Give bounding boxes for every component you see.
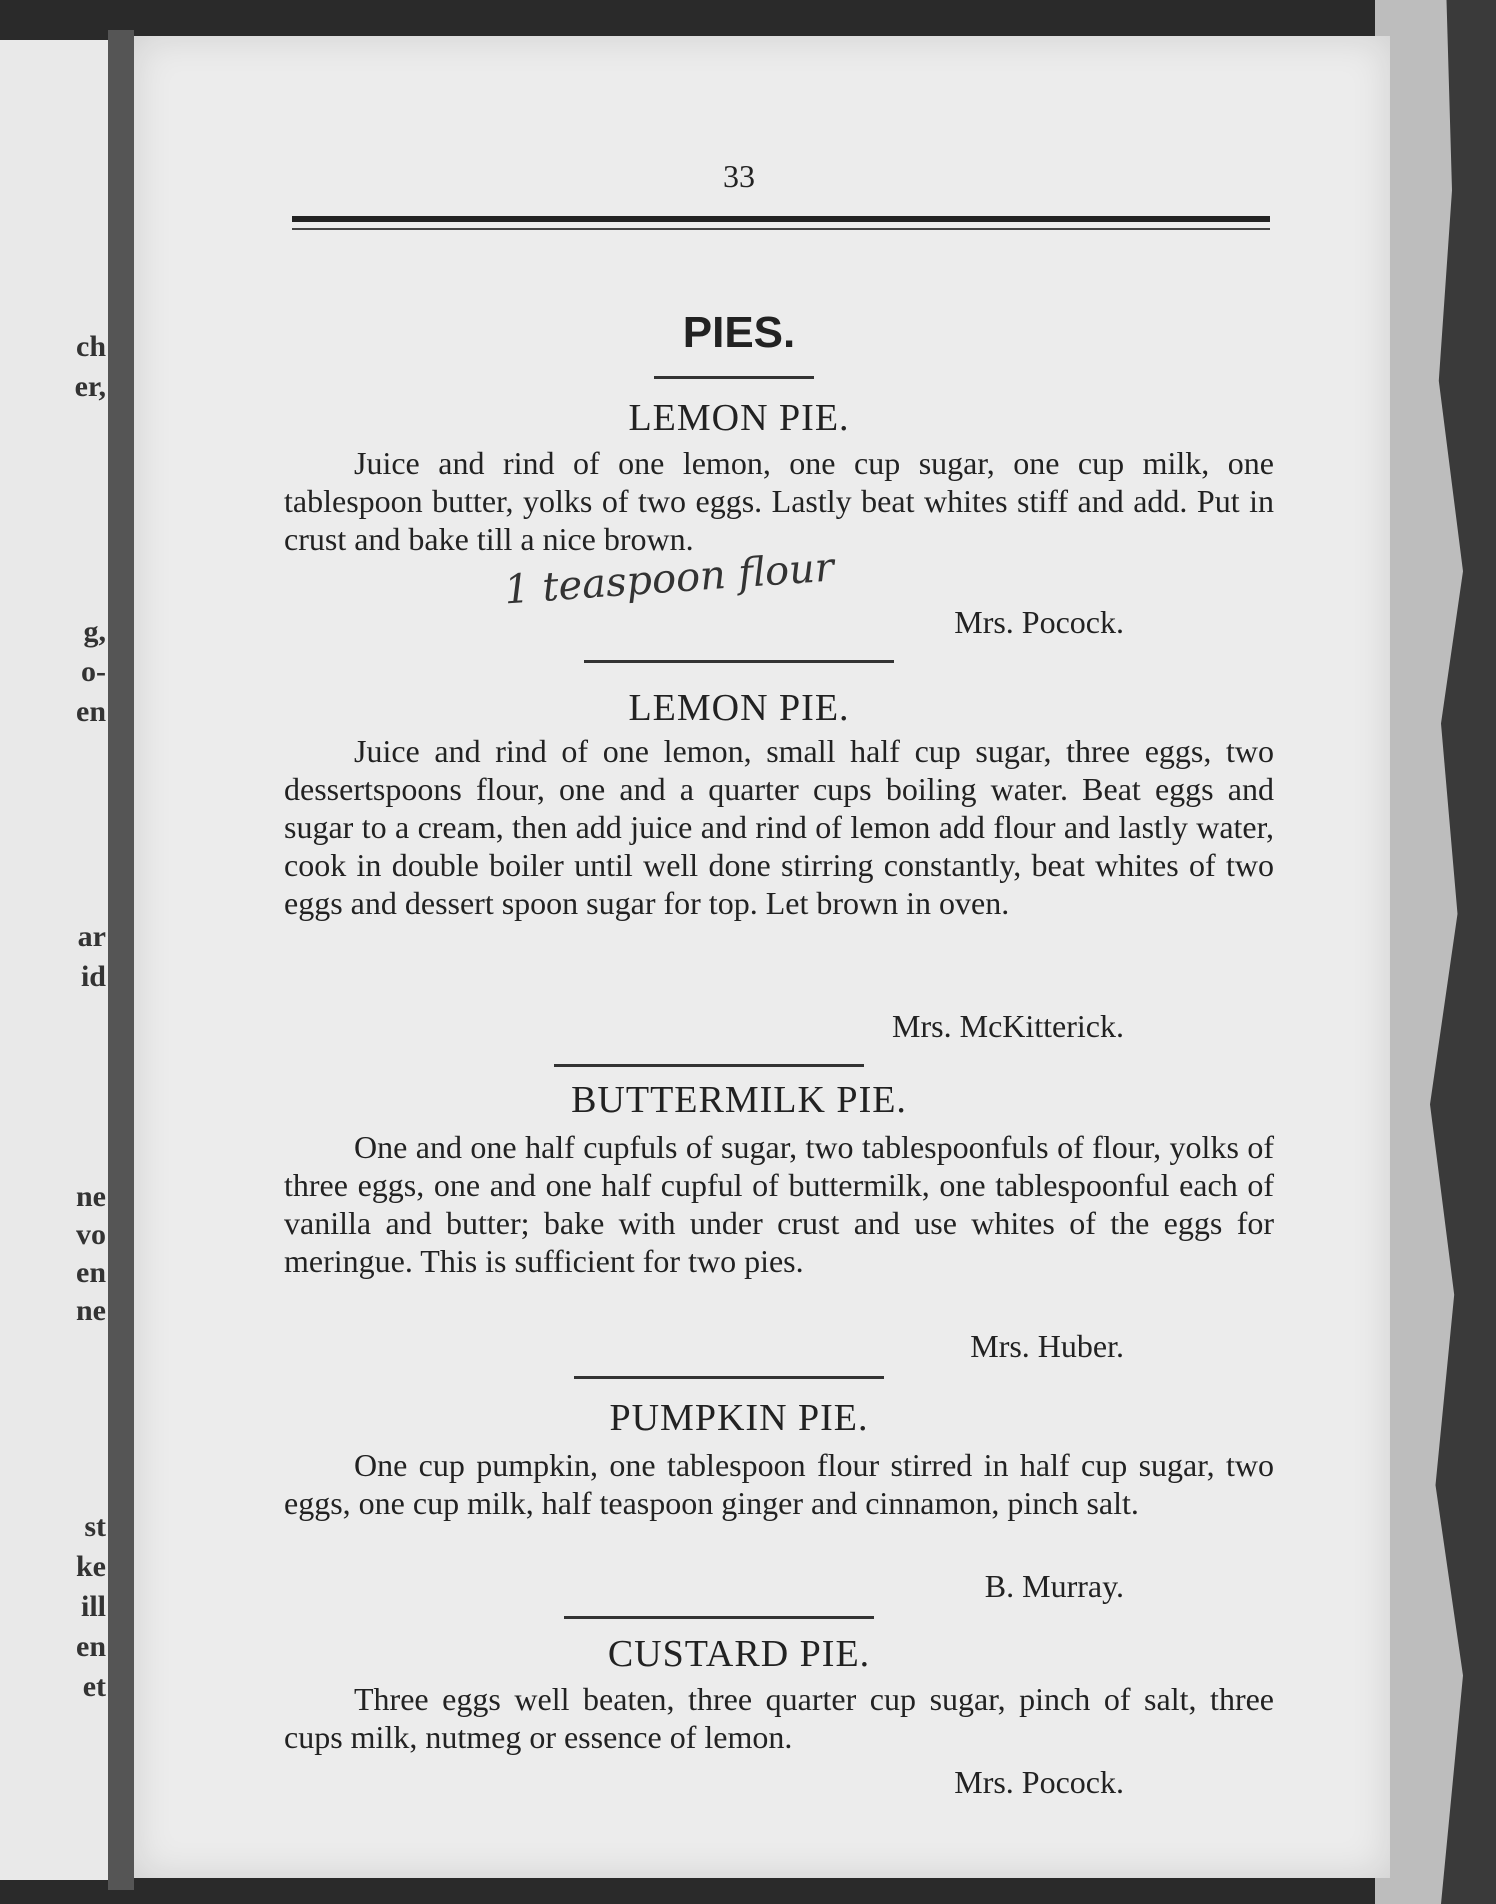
recipe-title: PUMPKIN PIE. (609, 1397, 869, 1439)
recipe-divider (564, 1616, 874, 1619)
recipe-title: LEMON PIE. (628, 687, 850, 729)
book-page (134, 36, 1390, 1878)
recipe-author: B. Murray. (984, 1568, 1124, 1604)
handwritten-note: 1 teaspoon flour (502, 544, 836, 614)
recipe-author: Mrs. Huber. (970, 1328, 1124, 1364)
recipe-divider (554, 1064, 864, 1067)
recipe-title: CUSTARD PIE. (607, 1633, 871, 1675)
left-page-fragment: en (76, 1630, 106, 1663)
recipe-author: Mrs. Pocock. (954, 604, 1124, 640)
recipe-body: One and one half cupfuls of sugar, two tablespoonfuls of flour, yolks of three eggs, one and one half cupful of buttermilk, one tablespoonful each of vanilla and butter; bake with under crust and use whites of the eggs for meringue. This is sufficient for two pies. (284, 1129, 1274, 1279)
recipe-body: Juice and rind of one lemon, small half cup sugar, three eggs, two dessertspoons flour, one and a quarter cups boiling water. Beat eggs and sugar to a cream, then add juice and rind of lemon add flour and lastly water, cook in double boiler until well done stirring constantly, beat whites of two eggs and dessert spoon sugar for top. Let brown in oven. (284, 733, 1274, 921)
left-page-fragment: er, (74, 370, 106, 403)
left-page-fragment: st (84, 1510, 106, 1543)
recipe-divider (574, 1376, 884, 1379)
left-page-edge (0, 40, 108, 1880)
recipe-author: Mrs. Pocock. (954, 1764, 1124, 1800)
left-page-fragment: vo (76, 1218, 106, 1251)
page-number: 33 (723, 158, 755, 194)
book-gutter (108, 30, 134, 1890)
left-page-fragment: en (76, 1256, 106, 1289)
left-page-fragment: et (82, 1670, 106, 1703)
recipe-title: BUTTERMILK PIE. (571, 1079, 907, 1121)
recipe-body: One cup pumpkin, one tablespoon flour stirred in half cup sugar, two eggs, one cup milk, half teaspoon ginger and cinnamon, pinch salt. (284, 1447, 1274, 1521)
header-rule-thin (292, 228, 1270, 230)
left-page-fragment: ill (80, 1590, 106, 1623)
recipe-body: Three eggs well beaten, three quarter cup sugar, pinch of salt, three cups milk, nutmeg or essence of lemon. (284, 1681, 1274, 1755)
section-title: PIES. (682, 308, 796, 357)
left-page-fragment: o- (81, 655, 106, 688)
recipe-title: LEMON PIE. (628, 397, 850, 439)
left-page-fragment: ch (76, 330, 106, 363)
recipe-divider (584, 660, 894, 663)
left-page-fragment: en (76, 695, 106, 728)
recipe-author: Mrs. McKitterick. (892, 1008, 1124, 1044)
recipe-body: Juice and rind of one lemon, one cup sugar, one cup milk, one tablespoon butter, yolks of two eggs. Lastly beat whites stiff and add. Put in crust and bake till a nice brown. (284, 445, 1274, 557)
left-page-fragment: ke (76, 1550, 106, 1583)
left-page-fragment: g, (83, 615, 106, 648)
left-page-fragment: id (80, 960, 106, 993)
header-rule-thick (292, 216, 1270, 222)
left-page-fragment: ne (76, 1180, 106, 1213)
left-page-fragment: ne (76, 1294, 106, 1327)
left-page-fragment: ar (77, 920, 106, 953)
title-divider (654, 376, 814, 379)
